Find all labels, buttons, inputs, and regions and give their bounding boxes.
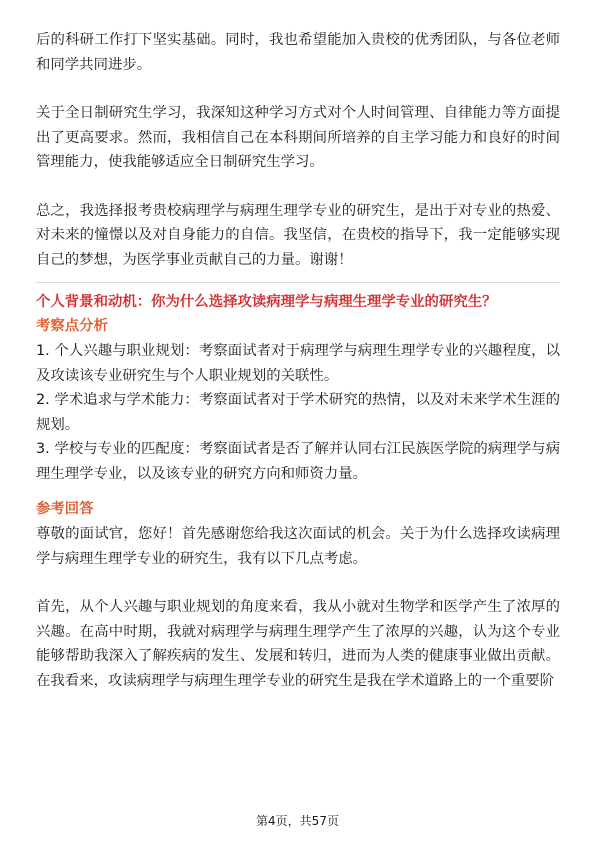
analysis-heading: 考察点分析 <box>36 318 108 334</box>
answer-heading: 参考回答 <box>36 501 94 517</box>
document-page <box>36 28 560 693</box>
question-heading: 个人背景和动机：你为什么选择攻读病理学与病理生理学专业的研究生？ <box>36 294 497 310</box>
analysis-item: 2. 学术追求与学术能力：考察面试者对于学术研究的热情，以及对未来学术生涯的规划。 <box>36 392 560 433</box>
body-paragraph: 关于全日制研究生学习，我深知这种学习方式对个人时间管理、自律能力等方面提出了更高要求。然而，我相信自己在本科期间所培养的自主学习能力和良好的时间管理能力，使我能够适应全日制研究生学习。 <box>36 105 560 170</box>
analysis-item: 3. 学校与专业的匹配度：考察面试者是否了解并认同右江民族医学院的病理学与病理生理学专业，以及该专业的研究方向和师资力量。 <box>36 441 560 482</box>
analysis-item: 1. 个人兴趣与职业规划：考察面试者对于病理学与病理生理学专业的兴趣程度，以及攻读该专业研究生与个人职业规划的关联性。 <box>36 343 560 384</box>
body-paragraph: 后的科研工作打下坚实基础。同时，我也希望能加入贵校的优秀团队，与各位老师和同学共同进步。 <box>36 32 560 73</box>
section-divider <box>36 282 560 283</box>
body-paragraph: 总之，我选择报考贵校病理学与病理生理学专业的研究生，是出于对专业的热爱、对未来的憧憬以及对自身能力的自信。我坚信，在贵校的指导下，我一定能够实现自己的梦想，为医学事业贡献自己的力量。谢谢！ <box>36 202 560 268</box>
answer-paragraph: 首先，从个人兴趣与职业规划的角度来看，我从小就对生物学和医学产生了浓厚的兴趣。在高中时期，我就对病理学与病理生理学产生了浓厚的兴趣，认为这个专业能够帮助我深入了解疾病的发生、发展和转归，进而为人类的健康事业做出贡献。在我看来，攻读病理学与病理生理学专业的研究生是我在学术道路上的一个重要阶 <box>36 599 560 689</box>
answer-paragraph: 尊敬的面试官，您好！首先感谢您给我这次面试的机会。关于为什么选择攻读病理学与病理生理学专业的研究生，我有以下几点考虑。 <box>36 526 560 567</box>
page-number-footer: 第4页，共57页 <box>256 814 339 828</box>
